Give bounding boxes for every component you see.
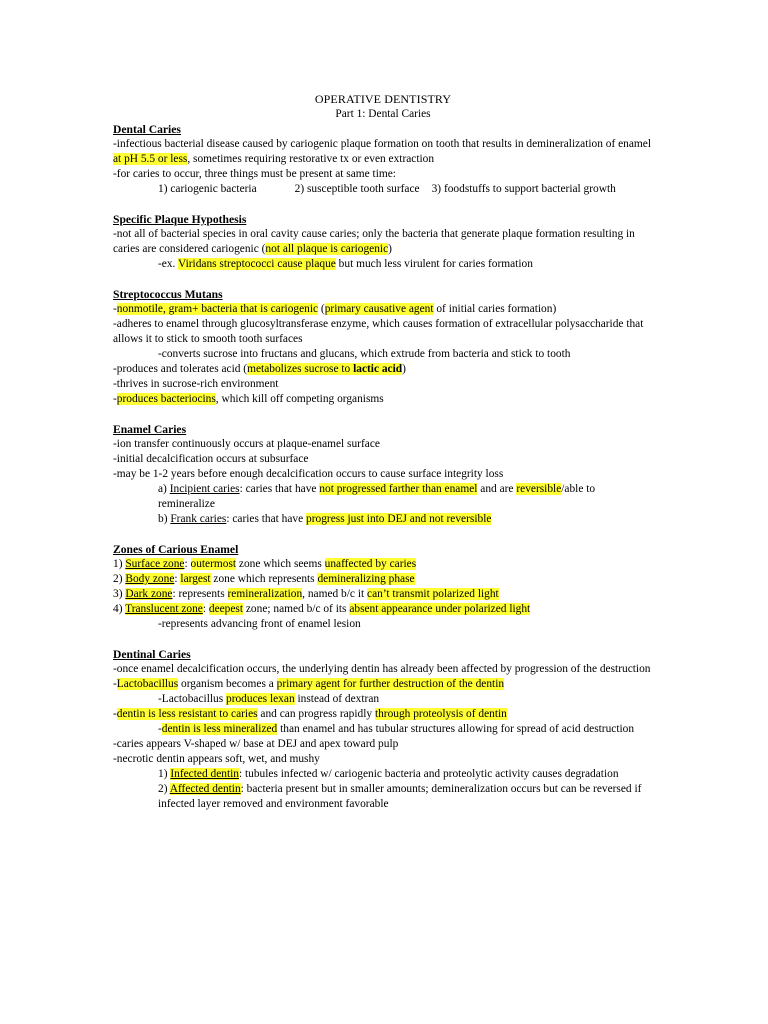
underlined-term: Surface zone (125, 558, 185, 570)
text-run: , which kill off competing organisms (215, 393, 384, 405)
section-heading: Streptococcus Mutans (113, 288, 223, 301)
underlined-term: Body zone (125, 573, 175, 585)
title-block (113, 92, 653, 122)
text-run: /able to remineralize (158, 483, 596, 510)
text-run: -not all of bacterial species in oral cavity cause caries; only the bacteria that generate plaque formation resulting in caries are considered cariogenic ( (113, 228, 635, 255)
paragraph-line: -ion transfer continuously occurs at plaque-enamel surface (113, 438, 380, 450)
underlined-term: Affected dentin (169, 783, 241, 795)
paragraph-line: -once enamel decalcification occurs, the underlying dentin has already been affected by progression of the destruction (113, 663, 651, 675)
paragraph-line: -represents advancing front of enamel lesion (158, 618, 361, 630)
list-item (113, 767, 653, 782)
text-run: - (158, 723, 162, 735)
underlined-term: Incipient caries (169, 483, 240, 495)
highlighted-text: primary causative agent (324, 303, 434, 315)
paragraph-line (113, 677, 653, 692)
text-run: 1) cariogenic bacteria (158, 183, 257, 195)
highlighted-text: absent appearance under polarized light (349, 603, 531, 615)
text-run: , named b/c it (302, 588, 368, 600)
text-run: - (113, 678, 117, 690)
highlighted-text: progress just into DEJ and not reversible (306, 513, 492, 525)
bold-text: lactic acid (353, 363, 403, 375)
list-item (113, 587, 653, 602)
text-run: 2) susceptible tooth surface (294, 183, 420, 195)
highlighted-text: through proteolysis of dentin (374, 708, 507, 720)
highlighted-text: unaffected by caries (324, 558, 417, 570)
section-heading: Dentinal Caries (113, 648, 191, 661)
paragraph-line: -converts sucrose into fructans and glucans, which extrude from bacteria and stick to tooth (158, 348, 571, 360)
text-run: ( (318, 303, 325, 315)
paragraph-line (113, 137, 653, 167)
paragraph-line (113, 392, 653, 407)
text-run: organism becomes a (178, 678, 277, 690)
highlighted-text: deepest (208, 603, 244, 615)
section-heading: Zones of Carious Enamel (113, 543, 239, 556)
text-run: : tubules infected w/ cariogenic bacteria and proteolytic activity causes degradation (238, 768, 619, 780)
list-item (113, 557, 653, 572)
text-run: zone which seems (236, 558, 325, 570)
underlined-term: Frank caries (170, 513, 227, 525)
highlighted-text (247, 363, 402, 375)
section-heading: Enamel Caries (113, 423, 187, 436)
text-run: 3) foodstuffs to support bacterial growth (431, 183, 616, 195)
section-heading: Specific Plaque Hypothesis (113, 213, 247, 226)
section-enamel-caries (113, 422, 653, 527)
text-run: -Lactobacillus (158, 693, 226, 705)
text-run: and can progress rapidly (257, 708, 375, 720)
highlighted-text: nonmotile, gram+ bacteria that is cariogenic (116, 303, 319, 315)
paragraph-line (113, 257, 653, 272)
text-run: b) (158, 513, 171, 525)
highlighted-text: not progressed farther than enamel (319, 483, 478, 495)
highlighted-text: Lactobacillus (116, 678, 179, 690)
list-item (113, 182, 653, 197)
section-streptococcus-mutans (113, 287, 653, 407)
text-run: ) (388, 243, 392, 255)
highlighted-text: reversible (516, 483, 562, 495)
text-run: : (174, 573, 181, 585)
text-run: 3) (113, 588, 126, 600)
text-run: : caries that have (239, 483, 320, 495)
text-run: -ex. (158, 258, 179, 270)
list-item (113, 602, 653, 617)
section-dental-caries (113, 122, 653, 197)
text-run: than enamel and has tubular structures allowing for spread of acid destruction (277, 723, 635, 735)
highlighted-text: can’t transmit polarized light (367, 588, 499, 600)
highlighted-text: remineralization (227, 588, 303, 600)
text-run: 1) (158, 768, 171, 780)
highlighted-text: outermost (190, 558, 237, 570)
document-page (113, 92, 653, 812)
paragraph-line (113, 302, 653, 317)
text-run: -infectious bacterial disease caused by cariogenic plaque formation on tooth that results in demineralization of enamel (113, 138, 652, 150)
underlined-term: Dark zone (125, 588, 173, 600)
paragraph-line: -may be 1-2 years before enough decalcification occurs to cause surface integrity loss (113, 468, 504, 480)
text-run: : (184, 558, 191, 570)
highlighted-text: Viridans streptococci cause plaque (178, 258, 336, 270)
text-run: instead of dextran (294, 693, 380, 705)
text-run: 2) (113, 573, 126, 585)
paragraph-line (113, 692, 653, 707)
text-run: : bacteria present but in smaller amounts; demineralization occurs but can be reversed if infected layer removed and environment favorable (158, 783, 642, 810)
highlighted-text: dentin is less mineralized (161, 723, 278, 735)
text-run: ) (402, 363, 406, 375)
section-zones-of-carious-enamel (113, 542, 653, 632)
section-specific-plaque-hypothesis (113, 212, 653, 272)
paragraph-line: -thrives in sucrose-rich environment (113, 378, 279, 390)
list-item (113, 512, 653, 527)
text-run: zone; named b/c of its (243, 603, 350, 615)
text-run: 1) (113, 558, 126, 570)
text-run: : represents (172, 588, 228, 600)
paragraph-line: -necrotic dentin appears soft, wet, and mushy (113, 753, 320, 765)
highlighted-text: largest (180, 573, 211, 585)
list-item (113, 482, 653, 512)
section-heading: Dental Caries (113, 123, 181, 136)
paragraph-line (113, 362, 653, 377)
paragraph-line (113, 227, 653, 257)
paragraph-line: -caries appears V-shaped w/ base at DEJ and apex toward pulp (113, 738, 399, 750)
text-run: zone which represents (210, 573, 318, 585)
highlighted-text: dentin is less resistant to caries (116, 708, 258, 720)
highlighted-text: at pH 5.5 or less (113, 153, 188, 165)
text-run: - (113, 303, 117, 315)
text-run: 4) (113, 603, 126, 615)
document-title: OPERATIVE DENTISTRY (314, 92, 452, 106)
text-run: - (113, 393, 117, 405)
paragraph-line: -for caries to occur, three things must be present at same time: (113, 168, 396, 180)
text-run: -produces and tolerates acid ( (113, 363, 248, 375)
list-item (113, 572, 653, 587)
text-run: , sometimes requiring restorative tx or even extraction (187, 153, 435, 165)
paragraph-line (113, 722, 653, 737)
underlined-term: Translucent zone (125, 603, 203, 615)
paragraph-line (113, 707, 653, 722)
paragraph-line: -adheres to enamel through glucosyltransferase enzyme, which causes formation of extracellular polysaccharide that allows it to stick to smooth tooth surfaces (113, 318, 644, 345)
text-run: 2) (158, 783, 170, 795)
highlighted-text: demineralizing phase (317, 573, 415, 585)
section-dentinal-caries (113, 647, 653, 812)
text-run: but much less virulent for caries formation (335, 258, 533, 270)
text-run: : (202, 603, 209, 615)
text-run: and are (477, 483, 517, 495)
highlighted-text: primary agent for further destruction of the dentin (276, 678, 505, 690)
text-run: a) (158, 483, 170, 495)
text-run: of initial caries formation) (433, 303, 557, 315)
underlined-term: Infected dentin (170, 768, 239, 780)
text-run: : caries that have (226, 513, 307, 525)
highlighted-text: not all plaque is cariogenic (265, 243, 389, 255)
document-subtitle: Part 1: Dental Caries (335, 108, 431, 120)
text-run: - (113, 708, 117, 720)
paragraph-line: -initial decalcification occurs at subsurface (113, 453, 309, 465)
text-run: metabolizes sucrose to (247, 363, 354, 375)
list-item (113, 782, 653, 812)
highlighted-text: produces bacteriocins (116, 393, 216, 405)
highlighted-text: produces lexan (226, 693, 295, 705)
